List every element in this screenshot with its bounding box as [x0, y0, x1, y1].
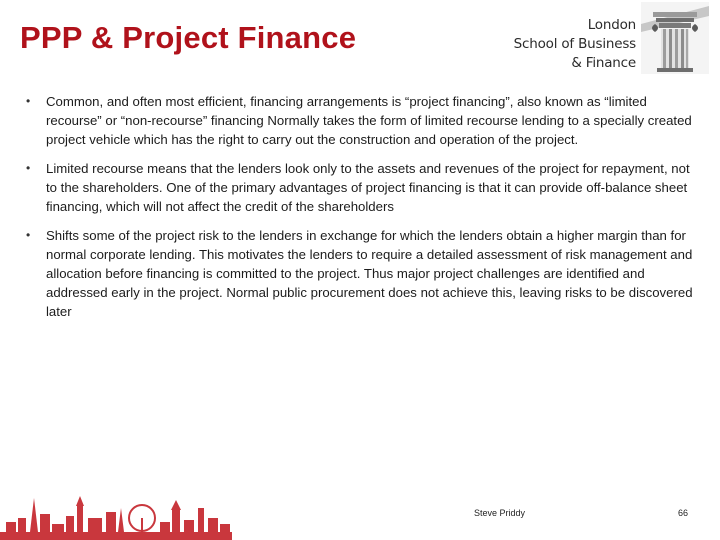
bullet-marker: • [26, 161, 31, 175]
footer-author: Steve Priddy [474, 508, 526, 518]
page-number: 66 [678, 508, 689, 518]
logo-line-3: & Finance [571, 55, 636, 71]
bullet-text: Shifts some of the project risk to the lenders in exchange for which the lenders obtain a higher margin than for normal corporate lending. This motivates the lenders to require a detailed assessment of risk management and allocation before financing is committed to the project. Thus major project challenges are identified and addressed early in the project. Normal public procurement does not achieve this, leaving risks to be discovered later [46, 228, 693, 319]
logo-line-1: London [587, 17, 636, 33]
school-logo-text [506, 16, 636, 73]
bullet-item [26, 159, 701, 216]
logo-line-2: School of Business [513, 36, 636, 52]
bullet-marker: • [26, 228, 31, 242]
bullet-text: Limited recourse means that the lenders look only to the assets and revenues of the project for repayment, not to the shareholders. One of the primary advantages of project financing is that it can provide off-balance sheet financing, which will not affect the credit of the shareholders [46, 161, 690, 214]
bullet-list [26, 92, 701, 331]
bullet-text: Common, and often most efficient, financing arrangements is “project financing”, also known as “limited recourse” or “non-recourse” financing Normally takes the form of limited recourse lending to a specially created project vehicle which has the right to carry out the construction and operation of the project. [46, 94, 692, 147]
slide-title: PPP & Project Finance [20, 20, 357, 55]
bullet-item [26, 226, 701, 321]
bullet-marker: • [26, 94, 31, 108]
london-skyline-icon [0, 488, 232, 540]
column-logo-icon [641, 2, 709, 74]
bullet-item [26, 92, 701, 149]
